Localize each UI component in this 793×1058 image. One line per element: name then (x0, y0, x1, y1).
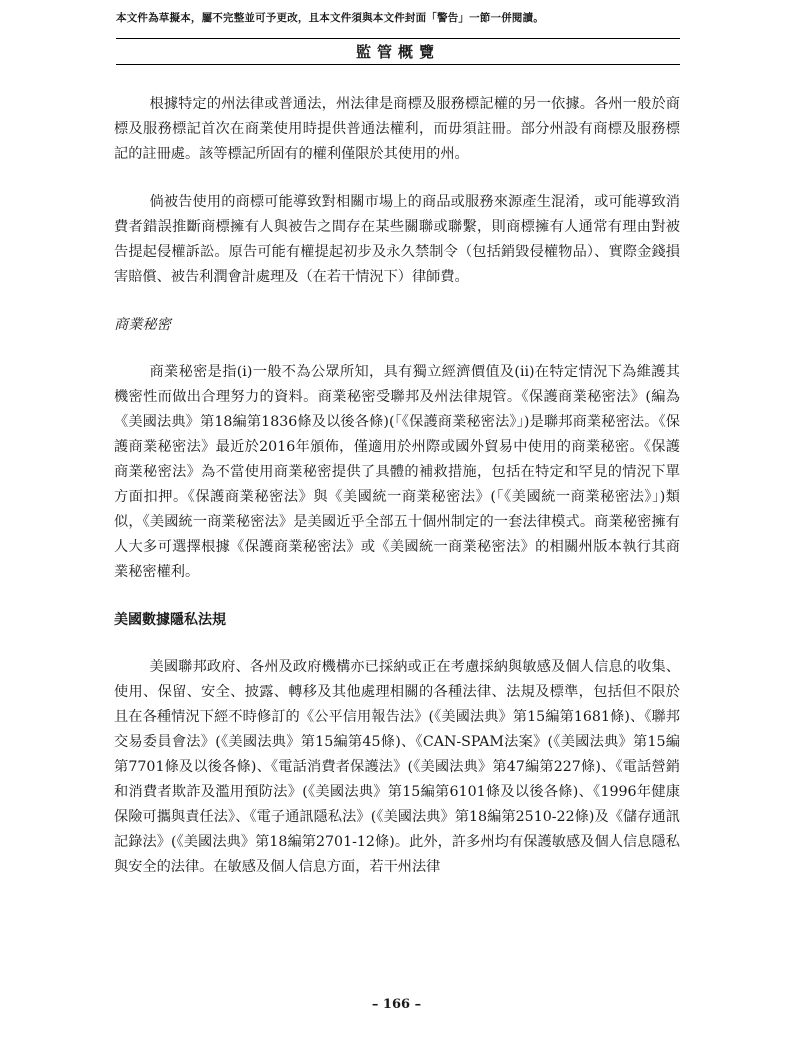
paragraph-data-privacy: 美國聯邦政府、各州及政府機構亦已採納或正在考慮採納與敏感及個人信息的收集、使用、保留、安全、披露、轉移及其他處理相關的各種法律、法規及標準，包括但不限於且在各種情況下經不時修訂的《公平信用報告法》(《美國法典》第15編第1681條)、《聯邦交易委員會法》(《美國法典》第15編第45條)、《CAN-SPAM法案》(《美國法典》第15編第7701條及以後各條)、《電話消費者保護法》(《美國法典》第47編第227條)、《電話營銷和消費者欺詐及濫用預防法》(《美國法典》第15編第6101條及以後各條)、《1996年健康保險可攜與責任法》、《電子通訊隱私法》(《美國法典》第18編第2510-22條)及《儲存通訊記錄法》(《美國法典》第18編第2701-12條)。此外，許多州均有保護敏感及個人信息隱私與安全的法律。在敏感及個人信息方面，若干州法律 (114, 659, 680, 875)
heading-us-data-privacy: 美國數據隱私法規 (114, 612, 226, 628)
draft-disclaimer: 本文件為草擬本，屬不完整並可予更改，且本文件須與本文件封面「警告」一節一併閱讀。 (116, 12, 544, 24)
section-title: 監管概覽 (355, 43, 440, 61)
header-bottom-rule (116, 64, 680, 65)
header-top-rule (116, 38, 680, 39)
paragraph-trade-secrets: 商業秘密是指(i)一般不為公眾所知，具有獨立經濟價值及(ii)在特定情況下為維護其機密性而做出合理努力的資料。商業秘密受聯邦及州法律規管。《保護商業秘密法》(編為《美國法典》第18編第1836條及以後各條)(「《保護商業秘密法》」)是聯邦商業秘密法。《保護商業秘密法》最近於2016年頒佈，僅適用於州際或國外貿易中使用的商業秘密。《保護商業秘密法》為不當使用商業秘密提供了具體的補救措施，包括在特定和罕見的情況下單方面扣押。《保護商業秘密法》與《美國統一商業秘密法》(「《美國統一商業秘密法》」)類似，《美國統一商業秘密法》是美國近乎全部五十個州制定的一套法律模式。商業秘密擁有人大多可選擇根據《保護商業秘密法》或《美國統一商業秘密法》的相關州版本執行其商業秘密權利。 (114, 364, 680, 580)
page-number: – 166 – (371, 997, 422, 1012)
heading-trade-secrets: 商業秘密 (114, 317, 171, 333)
document-body (114, 92, 680, 903)
paragraph-infringement-claims: 倘被告使用的商標可能導致對相關市場上的商品或服務來源產生混淆，或可能導致消費者錯誤推斷商標擁有人與被告之間存在某些關聯或聯繫，則商標擁有人通常有理由對被告提起侵權訴訟。原告可能有權提起初步及永久禁制令（包括銷毀侵權物品）、實際金錢損害賠償、被告利潤會計處理及（在若干情況下）律師費。 (114, 194, 680, 285)
paragraph-state-trademark-law: 根據特定的州法律或普通法，州法律是商標及服務標記權的另一依據。各州一般於商標及服務標記首次在商業使用時提供普通法權利，而毋須註冊。部分州設有商標及服務標記的註冊處。該等標記所固有的權利僅限於其使用的州。 (114, 96, 680, 162)
